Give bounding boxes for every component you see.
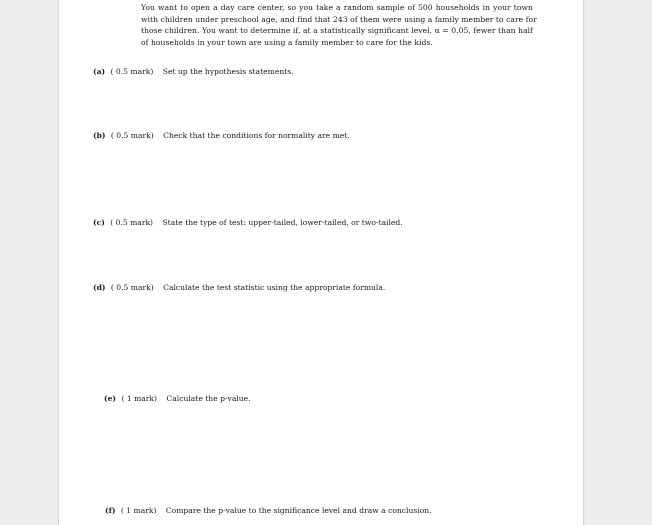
problem-line: with children under preschool age, and find that 243 of them were using a family member to care for: [141, 14, 537, 24]
question-text: Check that the conditions for normality are met.: [163, 131, 350, 140]
problem-statement: [141, 2, 537, 48]
question-text: Set up the hypothesis statements.: [162, 67, 294, 76]
question-label: (b): [93, 131, 106, 140]
question-f: [105, 506, 432, 516]
problem-line: those children. You want to determine if, at a statistically significant level, α = 0.05, fewer than half: [141, 26, 533, 35]
question-b: [93, 131, 350, 141]
question-mark-value: ( 0.5 mark): [110, 67, 154, 76]
question-mark-value: ( 1 mark): [121, 394, 157, 403]
question-text: Compare the p-value to the significance level and draw a conclusion.: [165, 506, 432, 515]
question-label: (d): [93, 283, 106, 292]
question-label: (f): [105, 506, 116, 515]
question-e: [104, 394, 251, 404]
question-text: Calculate the test statistic using the appropriate formula.: [163, 283, 386, 292]
problem-line: of households in your town are using a family member to care for the kids.: [141, 37, 433, 47]
question-mark-value: ( 0.5 mark): [110, 283, 154, 292]
question-d: [93, 283, 385, 293]
question-text: State the type of test: upper-tailed, lower-tailed, or two-tailed.: [162, 218, 403, 227]
document-page: [58, 0, 584, 525]
question-a: [93, 67, 294, 77]
question-text: Calculate the p-value.: [166, 394, 251, 403]
question-mark-value: ( 0.5 mark): [110, 218, 154, 227]
question-label: (a): [93, 67, 106, 76]
question-mark-value: ( 1 mark): [120, 506, 157, 515]
question-label: (c): [93, 218, 105, 227]
problem-line: You want to open a day care center, so you take a random sample of 500 households in your town: [141, 3, 533, 12]
question-c: [93, 218, 403, 228]
question-mark-value: ( 0.5 mark): [110, 131, 154, 140]
question-label: (e): [104, 394, 117, 403]
